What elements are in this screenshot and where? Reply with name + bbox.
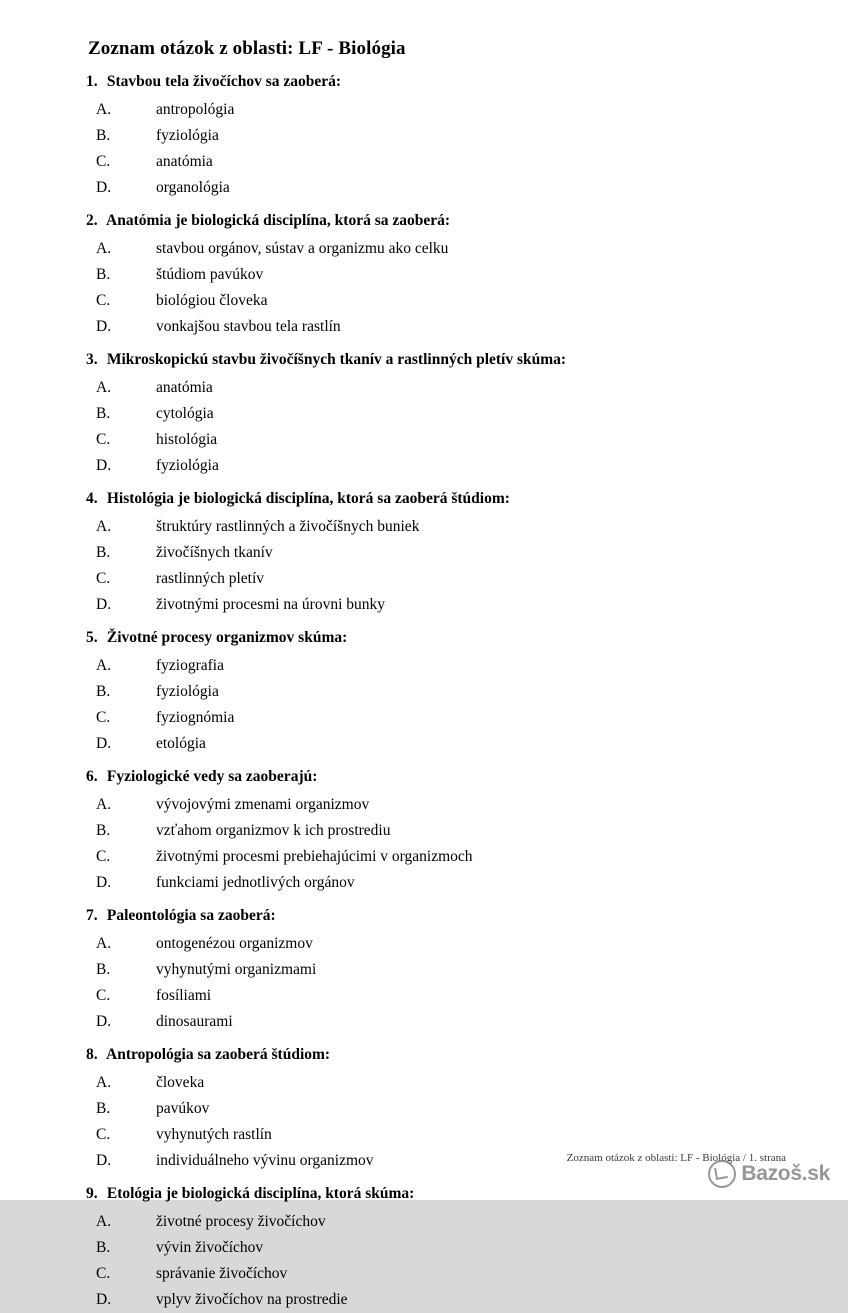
option-label: správanie živočíchov xyxy=(156,1264,288,1282)
option-item[interactable] xyxy=(96,792,792,818)
option-letter: B. xyxy=(96,1238,111,1256)
option-label: fyziológia xyxy=(156,682,219,700)
option-item[interactable] xyxy=(96,401,792,427)
question-number: 8. xyxy=(86,1046,98,1063)
question-block xyxy=(56,209,792,340)
option-item[interactable] xyxy=(96,844,792,870)
page-title: Zoznam otázok z oblasti: LF - Biológia xyxy=(88,38,406,59)
option-letter: A. xyxy=(96,1073,112,1091)
option-label: anatómia xyxy=(156,152,213,170)
option-letter: C. xyxy=(96,430,111,448)
question-text xyxy=(86,626,792,649)
question-block xyxy=(56,904,792,1035)
option-item[interactable] xyxy=(96,149,792,175)
option-list xyxy=(56,792,792,896)
option-letter: B. xyxy=(96,404,111,422)
option-label: organológia xyxy=(156,178,230,196)
option-letter: D. xyxy=(96,1290,112,1308)
question-label: Fyziologické vedy sa zaoberajú: xyxy=(106,768,318,785)
option-letter: D. xyxy=(96,1012,112,1030)
question-block xyxy=(56,487,792,618)
option-label: štruktúry rastlinných a živočíšnych buniek xyxy=(156,517,420,535)
option-letter: B. xyxy=(96,126,111,144)
option-letter: B. xyxy=(96,682,111,700)
question-text xyxy=(86,487,792,510)
question-number: 1. xyxy=(86,73,98,90)
option-item[interactable] xyxy=(96,705,792,731)
option-item[interactable] xyxy=(96,931,792,957)
option-label: funkciami jednotlivých orgánov xyxy=(156,873,355,891)
option-label: vplyv živočíchov na prostredie xyxy=(156,1290,348,1308)
question-block xyxy=(56,1182,792,1313)
option-letter: B. xyxy=(96,821,111,839)
option-label: ontogenézou organizmov xyxy=(156,934,313,952)
question-block xyxy=(56,348,792,479)
option-item[interactable] xyxy=(96,731,792,757)
option-letter: D. xyxy=(96,595,112,613)
option-label: vyhynutých rastlín xyxy=(156,1125,272,1143)
option-letter: C. xyxy=(96,847,111,865)
option-label: vzťahom organizmov k ich prostrediu xyxy=(156,821,391,839)
option-letter: C. xyxy=(96,291,111,309)
option-letter: A. xyxy=(96,378,112,396)
option-list xyxy=(56,375,792,479)
option-letter: A. xyxy=(96,934,112,952)
option-letter: A. xyxy=(96,239,112,257)
question-number: 2. xyxy=(86,212,98,229)
option-label: životnými procesmi prebiehajúcimi v organizmoch xyxy=(156,847,473,865)
option-letter: A. xyxy=(96,1212,112,1230)
option-letter: B. xyxy=(96,265,111,283)
option-item[interactable] xyxy=(96,870,792,896)
option-item[interactable] xyxy=(96,1235,792,1261)
option-letter: D. xyxy=(96,873,112,891)
question-block xyxy=(56,626,792,757)
option-item[interactable] xyxy=(96,1261,792,1287)
question-text xyxy=(86,348,792,371)
option-item[interactable] xyxy=(96,592,792,618)
option-item[interactable] xyxy=(96,818,792,844)
question-text xyxy=(86,209,792,232)
option-label: anatómia xyxy=(156,378,213,396)
option-label: rastlinných pletív xyxy=(156,569,265,587)
option-item[interactable] xyxy=(96,375,792,401)
option-letter: C. xyxy=(96,1125,111,1143)
option-item[interactable] xyxy=(96,288,792,314)
option-item[interactable] xyxy=(96,97,792,123)
option-letter: C. xyxy=(96,152,111,170)
question-label: Stavbou tela živočíchov sa zaoberá: xyxy=(106,73,342,90)
option-item[interactable] xyxy=(96,653,792,679)
option-label: vývojovými zmenami organizmov xyxy=(156,795,370,813)
option-label: biológiou človeka xyxy=(156,291,268,309)
question-text xyxy=(86,904,792,927)
option-item[interactable] xyxy=(96,262,792,288)
question-label: Paleontológia sa zaoberá: xyxy=(106,907,276,924)
question-number: 5. xyxy=(86,629,98,646)
option-letter: C. xyxy=(96,569,111,587)
option-list xyxy=(56,97,792,201)
question-number: 7. xyxy=(86,907,98,924)
option-label: fyziológia xyxy=(156,456,219,474)
option-label: pavúkov xyxy=(156,1099,210,1117)
option-letter: D. xyxy=(96,734,112,752)
option-item[interactable] xyxy=(96,566,792,592)
question-text xyxy=(86,1043,792,1066)
option-item[interactable] xyxy=(96,453,792,479)
option-label: životné procesy živočíchov xyxy=(156,1212,326,1230)
option-letter: D. xyxy=(96,317,112,335)
question-label: Mikroskopickú stavbu živočíšnych tkanív a rastlinných pletív skúma: xyxy=(106,351,567,368)
option-list xyxy=(56,931,792,1035)
question-text xyxy=(86,1182,792,1205)
question-label: Antropológia sa zaoberá štúdiom: xyxy=(106,1046,331,1063)
question-number: 4. xyxy=(86,490,98,507)
question-block xyxy=(56,765,792,896)
option-label: živočíšnych tkanív xyxy=(156,543,273,561)
option-label: fyziografia xyxy=(156,656,224,674)
option-label: cytológia xyxy=(156,404,214,422)
option-item[interactable] xyxy=(96,514,792,540)
option-label: histológia xyxy=(156,430,218,448)
option-item[interactable] xyxy=(96,236,792,262)
option-item[interactable] xyxy=(96,175,792,201)
option-item[interactable] xyxy=(96,123,792,149)
option-letter: B. xyxy=(96,960,111,978)
option-label: fosíliami xyxy=(156,986,212,1004)
question-block xyxy=(56,70,792,201)
option-letter: C. xyxy=(96,986,111,1004)
option-item[interactable] xyxy=(96,314,792,340)
question-label: Histológia je biologická disciplína, ktorá sa zaoberá štúdiom: xyxy=(106,490,510,507)
option-list xyxy=(56,236,792,340)
option-letter: A. xyxy=(96,100,112,118)
option-item[interactable] xyxy=(96,957,792,983)
option-label: antropológia xyxy=(156,100,235,118)
question-text xyxy=(86,765,792,788)
option-label: štúdiom pavúkov xyxy=(156,265,264,283)
bazos-circle-icon xyxy=(708,1160,736,1188)
option-label: fyziológia xyxy=(156,126,219,144)
question-list xyxy=(56,70,792,1313)
option-item[interactable] xyxy=(96,1009,792,1035)
option-letter: D. xyxy=(96,1151,112,1169)
watermark xyxy=(708,1160,830,1188)
option-list xyxy=(56,1209,792,1313)
option-item[interactable] xyxy=(96,1096,792,1122)
question-label: Anatómia je biologická disciplína, ktorá sa zaoberá: xyxy=(106,212,451,229)
option-letter: D. xyxy=(96,178,112,196)
option-label: životnými procesmi na úrovni bunky xyxy=(156,595,386,613)
option-list xyxy=(56,653,792,757)
option-label: fyziognómia xyxy=(156,708,235,726)
option-label: vývin živočíchov xyxy=(156,1238,264,1256)
option-label: dinosaurami xyxy=(156,1012,233,1030)
option-item[interactable] xyxy=(96,540,792,566)
option-label: individuálneho vývinu organizmov xyxy=(156,1151,374,1169)
option-list xyxy=(56,514,792,618)
question-label: Etológia je biologická disciplína, ktorá skúma: xyxy=(106,1185,415,1202)
option-item[interactable] xyxy=(96,1209,792,1235)
question-number: 3. xyxy=(86,351,98,368)
option-letter: D. xyxy=(96,456,112,474)
page-footer: Zoznam otázok z oblasti: LF - Biológia / 1. strana xyxy=(566,1152,786,1164)
option-letter: C. xyxy=(96,708,111,726)
option-label: vonkajšou stavbou tela rastlín xyxy=(156,317,341,335)
question-number: 9. xyxy=(86,1185,98,1202)
option-letter: A. xyxy=(96,517,112,535)
question-number: 6. xyxy=(86,768,98,785)
question-label: Životné procesy organizmov skúma: xyxy=(106,629,348,646)
option-item[interactable] xyxy=(96,427,792,453)
option-item[interactable] xyxy=(96,983,792,1009)
option-letter: B. xyxy=(96,543,111,561)
option-item[interactable] xyxy=(96,1122,792,1148)
option-label: etológia xyxy=(156,734,206,752)
option-letter: C. xyxy=(96,1264,111,1282)
option-letter: A. xyxy=(96,656,112,674)
option-label: vyhynutými organizmami xyxy=(156,960,317,978)
option-item[interactable] xyxy=(96,679,792,705)
question-text xyxy=(86,70,792,93)
option-item[interactable] xyxy=(96,1070,792,1096)
option-letter: B. xyxy=(96,1099,111,1117)
option-item[interactable] xyxy=(96,1287,792,1313)
option-letter: A. xyxy=(96,795,112,813)
watermark-label: Bazoš.sk xyxy=(741,1162,830,1185)
option-label: človeka xyxy=(156,1073,205,1091)
option-label: stavbou orgánov, sústav a organizmu ako celku xyxy=(156,239,449,257)
